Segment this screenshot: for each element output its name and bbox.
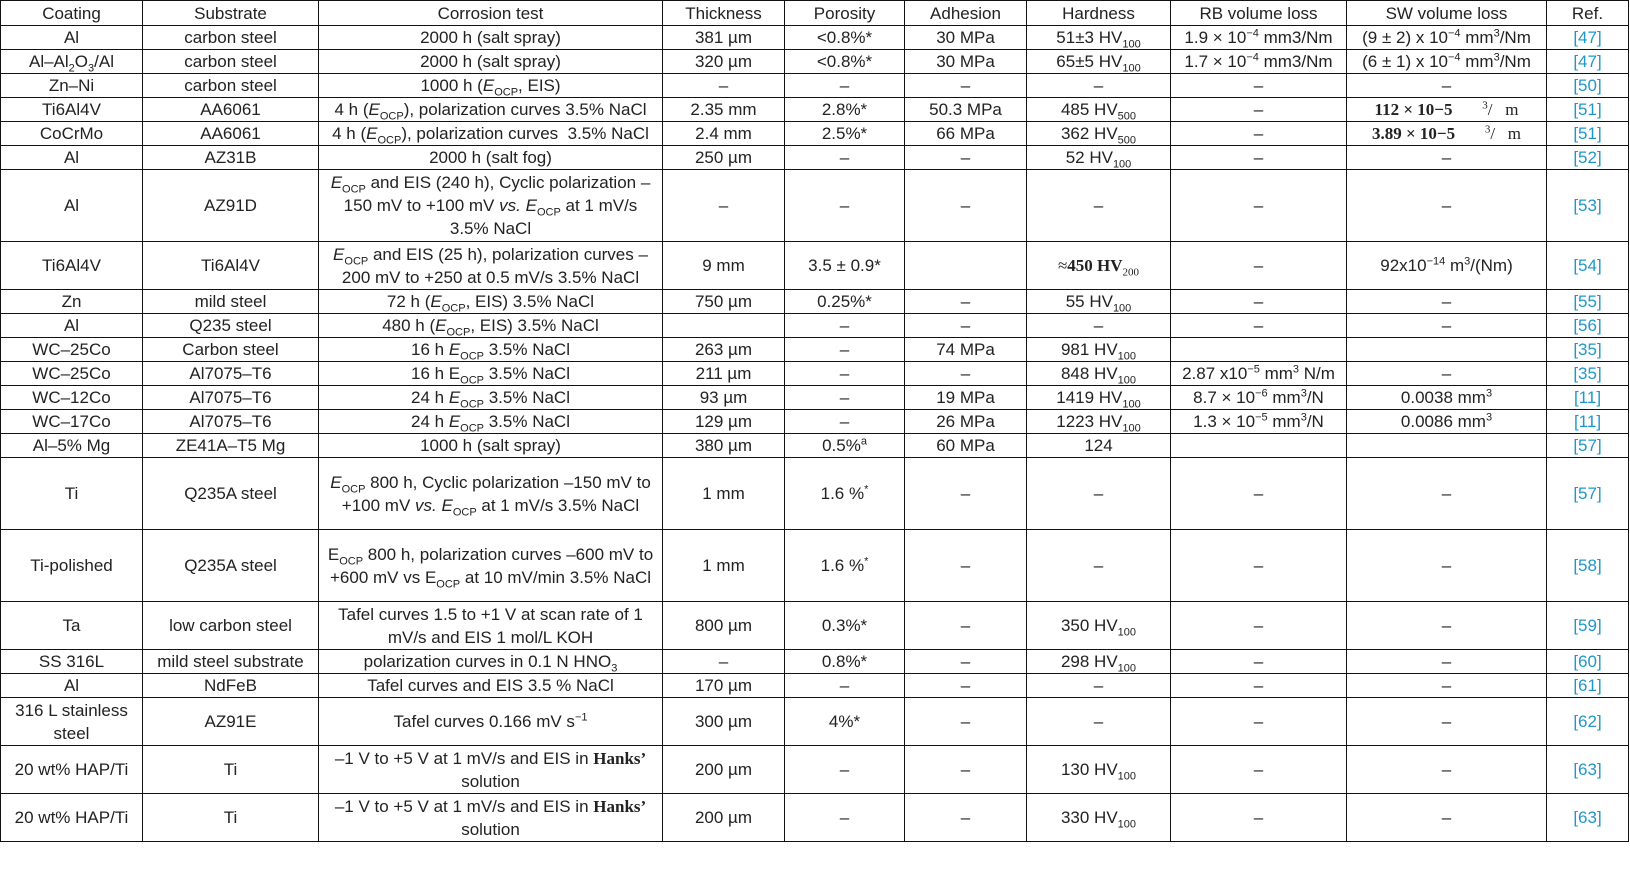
cell-sw-volume-loss: – xyxy=(1347,458,1547,530)
cell-corrosion-test: polarization curves in 0.1 N $HNO_3$ xyxy=(319,650,663,674)
reference-link[interactable]: [61] xyxy=(1573,676,1602,695)
cell-rb-volume-loss: – xyxy=(1171,242,1347,290)
cell-substrate: low carbon steel xyxy=(143,602,319,650)
cell-hardness: ≈450 $HV_{200}$ xyxy=(1027,242,1171,290)
cell-rb-volume-loss: – xyxy=(1171,122,1347,146)
table-row xyxy=(1,50,1629,74)
cell-adhesion: – xyxy=(905,314,1027,338)
cell-thickness: 263 µm xyxy=(663,338,785,362)
cell-coating: $Al-Al_2O_3/Al$ xyxy=(1,50,143,74)
table-row xyxy=(1,674,1629,698)
cell-thickness: 2.35 mm xyxy=(663,98,785,122)
reference-link[interactable]: [51] xyxy=(1573,124,1602,143)
cell-hardness: – xyxy=(1027,314,1171,338)
cell-hardness: 1419 $HV_{100}$ xyxy=(1027,386,1171,410)
cell-corrosion-test: $E_{OCP}$ 800 h, polarization curves –600 mV to +600 mV vs $E_{OCP}$ at 10 mV/min 3.5% NaCl xyxy=(319,530,663,602)
cell-coating: WC–12Co xyxy=(1,386,143,410)
cell-porosity: – xyxy=(785,74,905,98)
header-substrate: Substrate xyxy=(143,1,319,26)
table-row xyxy=(1,314,1629,338)
cell-substrate: carbon steel xyxy=(143,50,319,74)
cell-ref xyxy=(1547,290,1629,314)
header-adhesion: Adhesion xyxy=(905,1,1027,26)
cell-thickness: 9 mm xyxy=(663,242,785,290)
cell-rb-volume-loss: – xyxy=(1171,674,1347,698)
cell-substrate: Ti xyxy=(143,794,319,842)
table-row xyxy=(1,650,1629,674)
cell-hardness: 52 $HV_{100}$ xyxy=(1027,146,1171,170)
reference-link[interactable]: [53] xyxy=(1573,196,1602,215)
table-body xyxy=(1,26,1629,842)
cell-sw-volume-loss: $92x10^{-14}$ $m^3/(Nm)$ xyxy=(1347,242,1547,290)
cell-corrosion-test: 4 h $(E_{OCP})$, polarization curves 3.5% NaCl xyxy=(319,122,663,146)
cell-sw-volume-loss: – xyxy=(1347,698,1547,746)
cell-corrosion-test: $E_{OCP}$ 800 h, Cyclic polarization –150 mV to +100 mV vs. $E_{OCP}$ at 1 mV/s 3.5% NaCl xyxy=(319,458,663,530)
cell-coating: SS 316L xyxy=(1,650,143,674)
cell-rb-volume-loss: – xyxy=(1171,602,1347,650)
table-row xyxy=(1,170,1629,242)
cell-corrosion-test: Tafel curves 1.5 to +1 V at scan rate of 1 mV/s and EIS 1 mol/L KOH xyxy=(319,602,663,650)
cell-rb-volume-loss: – xyxy=(1171,650,1347,674)
cell-ref xyxy=(1547,146,1629,170)
cell-coating: WC–25Co xyxy=(1,338,143,362)
table-row xyxy=(1,458,1629,530)
cell-hardness: 848 $HV_{100}$ xyxy=(1027,362,1171,386)
cell-hardness: 298 $HV_{100}$ xyxy=(1027,650,1171,674)
cell-corrosion-test: 2000 h (salt spray) xyxy=(319,26,663,50)
cell-substrate: Ti6Al4V xyxy=(143,242,319,290)
cell-adhesion: 50.3 MPa xyxy=(905,98,1027,122)
cell-rb-volume-loss: – xyxy=(1171,746,1347,794)
cell-coating: Al xyxy=(1,314,143,338)
cell-hardness: 130 $HV_{100}$ xyxy=(1027,746,1171,794)
cell-coating: Ti6Al4V xyxy=(1,98,143,122)
table-row xyxy=(1,410,1629,434)
cell-sw-volume-loss: 112 × 10−5 $^3$/ m xyxy=(1347,98,1547,122)
cell-porosity: – xyxy=(785,674,905,698)
cell-sw-volume-loss: – xyxy=(1347,794,1547,842)
cell-adhesion: – xyxy=(905,746,1027,794)
cell-porosity: 1.6 %* xyxy=(785,530,905,602)
cell-hardness: – xyxy=(1027,170,1171,242)
cell-ref xyxy=(1547,314,1629,338)
cell-corrosion-test: 72 h ($E_{OCP}$, EIS) 3.5% NaCl xyxy=(319,290,663,314)
cell-hardness: 981 $HV_{100}$ xyxy=(1027,338,1171,362)
cell-ref xyxy=(1547,602,1629,650)
reference-link[interactable]: [63] xyxy=(1573,808,1602,827)
cell-corrosion-test: 1000 h (salt spray) xyxy=(319,434,663,458)
cell-sw-volume-loss: (6 ± 1) x $10^{-4}$ $mm^3/Nm$ xyxy=(1347,50,1547,74)
cell-substrate: mild steel xyxy=(143,290,319,314)
cell-substrate: AZ91D xyxy=(143,170,319,242)
table-row xyxy=(1,746,1629,794)
cell-coating: Al xyxy=(1,26,143,50)
cell-corrosion-test: 16 h $E_{OCP}$ 3.5% NaCl xyxy=(319,338,663,362)
cell-adhesion: – xyxy=(905,290,1027,314)
cell-substrate: carbon steel xyxy=(143,26,319,50)
cell-coating: CoCrMo xyxy=(1,122,143,146)
table-row xyxy=(1,338,1629,362)
cell-sw-volume-loss: – xyxy=(1347,650,1547,674)
cell-sw-volume-loss: 0.0038 $mm^3$ xyxy=(1347,386,1547,410)
cell-coating: 20 wt% HAP/Ti xyxy=(1,746,143,794)
cell-porosity: – xyxy=(785,146,905,170)
header-coating: Coating xyxy=(1,1,143,26)
cell-ref xyxy=(1547,338,1629,362)
header-ref: Ref. xyxy=(1547,1,1629,26)
cell-coating: Al–5% Mg xyxy=(1,434,143,458)
cell-substrate: Ti xyxy=(143,746,319,794)
table-row xyxy=(1,242,1629,290)
reference-link[interactable]: [60] xyxy=(1573,652,1602,671)
table-row xyxy=(1,362,1629,386)
cell-rb-volume-loss xyxy=(1171,434,1347,458)
cell-coating: Ti xyxy=(1,458,143,530)
reference-link[interactable]: [50] xyxy=(1573,76,1602,95)
cell-sw-volume-loss xyxy=(1347,434,1547,458)
cell-hardness: – xyxy=(1027,674,1171,698)
cell-ref xyxy=(1547,794,1629,842)
cell-ref xyxy=(1547,746,1629,794)
reference-link[interactable]: [59] xyxy=(1573,616,1602,635)
table-row xyxy=(1,122,1629,146)
cell-thickness: 320 µm xyxy=(663,50,785,74)
cell-hardness: – xyxy=(1027,530,1171,602)
cell-adhesion: – xyxy=(905,650,1027,674)
reference-link[interactable]: [63] xyxy=(1573,760,1602,779)
cell-porosity: – xyxy=(785,746,905,794)
cell-coating: 316 L stainless steel xyxy=(1,698,143,746)
cell-ref xyxy=(1547,386,1629,410)
cell-adhesion: – xyxy=(905,674,1027,698)
cell-ref xyxy=(1547,530,1629,602)
cell-corrosion-test: Tafel curves and EIS 3.5 % NaCl xyxy=(319,674,663,698)
cell-sw-volume-loss xyxy=(1347,338,1547,362)
cell-adhesion: – xyxy=(905,362,1027,386)
reference-link[interactable]: [11] xyxy=(1573,388,1602,407)
cell-substrate: carbon steel xyxy=(143,74,319,98)
cell-sw-volume-loss: (9 ± 2) x $10^{-4}$ $mm^3/Nm$ xyxy=(1347,26,1547,50)
cell-thickness: 381 µm xyxy=(663,26,785,50)
cell-corrosion-test: Tafel curves 0.166 mV $s^{-1}$ xyxy=(319,698,663,746)
cell-substrate: Al7075–T6 xyxy=(143,410,319,434)
table-row xyxy=(1,290,1629,314)
cell-thickness: – xyxy=(663,650,785,674)
table-row xyxy=(1,146,1629,170)
cell-rb-volume-loss: $1.3 \times 10^{-5}$ $mm^3/N$ xyxy=(1171,410,1347,434)
cell-sw-volume-loss: 0.0086 $mm^3$ xyxy=(1347,410,1547,434)
cell-sw-volume-loss: – xyxy=(1347,602,1547,650)
cell-thickness: 800 µm xyxy=(663,602,785,650)
cell-coating: Zn xyxy=(1,290,143,314)
cell-porosity: 1.6 %* xyxy=(785,458,905,530)
cell-corrosion-test: $E_{OCP}$ and EIS (240 h), Cyclic polarization –150 mV to +100 mV vs. $E_{OCP}$ at 1 mV/s 3.5% NaCl xyxy=(319,170,663,242)
cell-hardness: 124 xyxy=(1027,434,1171,458)
cell-thickness: 200 µm xyxy=(663,746,785,794)
cell-corrosion-test: 16 h $E_{OCP}$ 3.5% NaCl xyxy=(319,362,663,386)
cell-porosity: – xyxy=(785,362,905,386)
cell-ref xyxy=(1547,50,1629,74)
cell-rb-volume-loss: – xyxy=(1171,314,1347,338)
reference-link[interactable]: [57] xyxy=(1573,484,1602,503)
cell-substrate: AA6061 xyxy=(143,122,319,146)
cell-sw-volume-loss: – xyxy=(1347,146,1547,170)
cell-corrosion-test: –1 V to +5 V at 1 mV/s and EIS in Hanks’ solution xyxy=(319,794,663,842)
cell-rb-volume-loss: – xyxy=(1171,794,1347,842)
cell-sw-volume-loss: – xyxy=(1347,170,1547,242)
table-row xyxy=(1,698,1629,746)
cell-thickness: 211 µm xyxy=(663,362,785,386)
header-porosity: Porosity xyxy=(785,1,905,26)
cell-ref xyxy=(1547,170,1629,242)
cell-adhesion: 30 MPa xyxy=(905,26,1027,50)
cell-ref xyxy=(1547,98,1629,122)
cell-coating: WC–17Co xyxy=(1,410,143,434)
cell-ref xyxy=(1547,650,1629,674)
cell-rb-volume-loss: – xyxy=(1171,74,1347,98)
cell-substrate: Al7075–T6 xyxy=(143,362,319,386)
reference-link[interactable]: [47] xyxy=(1573,52,1602,71)
table-row xyxy=(1,794,1629,842)
reference-link[interactable]: [62] xyxy=(1573,712,1602,731)
cell-porosity: 0.3%* xyxy=(785,602,905,650)
cell-adhesion: 74 MPa xyxy=(905,338,1027,362)
reference-link[interactable]: [58] xyxy=(1573,556,1602,575)
reference-link[interactable]: [56] xyxy=(1573,316,1602,335)
cell-thickness: 2.4 mm xyxy=(663,122,785,146)
cell-adhesion: – xyxy=(905,146,1027,170)
cell-ref xyxy=(1547,362,1629,386)
cell-ref xyxy=(1547,74,1629,98)
cell-adhesion: – xyxy=(905,74,1027,98)
cell-thickness xyxy=(663,314,785,338)
cell-porosity: 0.25%* xyxy=(785,290,905,314)
cell-thickness: 300 µm xyxy=(663,698,785,746)
cell-rb-volume-loss: – xyxy=(1171,698,1347,746)
cell-rb-volume-loss: – xyxy=(1171,458,1347,530)
reference-link[interactable]: [54] xyxy=(1573,256,1602,275)
header-sw-volume-loss: SW volume loss xyxy=(1347,1,1547,26)
cell-rb-volume-loss: 2.87 $x10^{-5}$ $mm^3$ N/m xyxy=(1171,362,1347,386)
cell-coating: WC–25Co xyxy=(1,362,143,386)
cell-porosity: 2.8%* xyxy=(785,98,905,122)
reference-link[interactable]: [35] xyxy=(1573,340,1602,359)
cell-sw-volume-loss: – xyxy=(1347,74,1547,98)
cell-thickness: – xyxy=(663,170,785,242)
cell-sw-volume-loss: – xyxy=(1347,674,1547,698)
reference-link[interactable]: [35] xyxy=(1573,364,1602,383)
cell-ref xyxy=(1547,122,1629,146)
cell-sw-volume-loss: – xyxy=(1347,314,1547,338)
cell-corrosion-test: 24 h $E_{OCP}$ 3.5% NaCl xyxy=(319,410,663,434)
cell-coating: Al xyxy=(1,170,143,242)
cell-corrosion-test: 480 h ($E_{OCP}$, EIS) 3.5% NaCl xyxy=(319,314,663,338)
table-row xyxy=(1,386,1629,410)
cell-hardness: 51±3 $HV_{100}$ xyxy=(1027,26,1171,50)
cell-hardness: 330 $HV_{100}$ xyxy=(1027,794,1171,842)
cell-substrate: Q235 steel xyxy=(143,314,319,338)
cell-adhesion xyxy=(905,242,1027,290)
cell-sw-volume-loss: – xyxy=(1347,746,1547,794)
cell-adhesion: 66 MPa xyxy=(905,122,1027,146)
cell-adhesion: 19 MPa xyxy=(905,386,1027,410)
cell-thickness: 380 µm xyxy=(663,434,785,458)
cell-ref xyxy=(1547,434,1629,458)
cell-rb-volume-loss xyxy=(1171,338,1347,362)
cell-rb-volume-loss: $8.7 \times 10^{-6}$ $mm^3/N$ xyxy=(1171,386,1347,410)
cell-thickness: 170 µm xyxy=(663,674,785,698)
cell-adhesion: – xyxy=(905,458,1027,530)
cell-coating: Ti6Al4V xyxy=(1,242,143,290)
cell-corrosion-test: 1000 h ($E_{OCP}$, EIS) xyxy=(319,74,663,98)
cell-porosity: 2.5%* xyxy=(785,122,905,146)
cell-corrosion-test: $E_{OCP}$ and EIS (25 h), polarization curves –200 mV to +250 at 0.5 mV/s 3.5% NaCl xyxy=(319,242,663,290)
header-thickness: Thickness xyxy=(663,1,785,26)
cell-coating: Al xyxy=(1,146,143,170)
header-corrosion-test: Corrosion test xyxy=(319,1,663,26)
cell-corrosion-test: 24 h $E_{OCP}$ 3.5% NaCl xyxy=(319,386,663,410)
cell-rb-volume-loss: $1.7 \times 10^{-4}$ mm3/Nm xyxy=(1171,50,1347,74)
cell-adhesion: 60 MPa xyxy=(905,434,1027,458)
cell-adhesion: – xyxy=(905,170,1027,242)
cell-corrosion-test: –1 V to +5 V at 1 mV/s and EIS in Hanks’ solution xyxy=(319,746,663,794)
cell-thickness: – xyxy=(663,74,785,98)
cell-sw-volume-loss: – xyxy=(1347,290,1547,314)
cell-corrosion-test: 4 h $(E_{OCP})$, polarization curves 3.5% NaCl xyxy=(319,98,663,122)
cell-coating: Ti-polished xyxy=(1,530,143,602)
cell-ref xyxy=(1547,458,1629,530)
cell-ref xyxy=(1547,674,1629,698)
cell-ref xyxy=(1547,410,1629,434)
cell-porosity: – xyxy=(785,314,905,338)
cell-porosity: <0.8%* xyxy=(785,26,905,50)
cell-substrate: Al7075–T6 xyxy=(143,386,319,410)
cell-hardness: 1223 $HV_{100}$ xyxy=(1027,410,1171,434)
cell-thickness: 129 µm xyxy=(663,410,785,434)
cell-adhesion: 30 MPa xyxy=(905,50,1027,74)
cell-thickness: 750 µm xyxy=(663,290,785,314)
cell-porosity: – xyxy=(785,410,905,434)
cell-substrate: AA6061 xyxy=(143,98,319,122)
cell-porosity: – xyxy=(785,338,905,362)
cell-thickness: 250 µm xyxy=(663,146,785,170)
cell-adhesion: – xyxy=(905,698,1027,746)
cell-porosity: – xyxy=(785,794,905,842)
cell-thickness: 200 µm xyxy=(663,794,785,842)
cell-porosity: <0.8%* xyxy=(785,50,905,74)
cell-substrate: Q235A steel xyxy=(143,530,319,602)
table-row xyxy=(1,434,1629,458)
cell-porosity: 3.5 ± 0.9* xyxy=(785,242,905,290)
cell-porosity: – xyxy=(785,386,905,410)
cell-adhesion: – xyxy=(905,602,1027,650)
reference-link[interactable]: [55] xyxy=(1573,292,1602,311)
reference-link[interactable]: [51] xyxy=(1573,100,1602,119)
cell-coating: Ta xyxy=(1,602,143,650)
cell-thickness: 1 mm xyxy=(663,458,785,530)
cell-rb-volume-loss: $1.9 \times 10^{-4}$ mm3/Nm xyxy=(1171,26,1347,50)
cell-coating: Al xyxy=(1,674,143,698)
cell-porosity: 0.5%$^a$ xyxy=(785,434,905,458)
cell-rb-volume-loss: – xyxy=(1171,290,1347,314)
cell-sw-volume-loss: – xyxy=(1347,362,1547,386)
table-row xyxy=(1,98,1629,122)
cell-sw-volume-loss: 3.89 × 10−5 $^3$/ m xyxy=(1347,122,1547,146)
cell-sw-volume-loss: – xyxy=(1347,530,1547,602)
cell-substrate: AZ31B xyxy=(143,146,319,170)
reference-link[interactable]: [47] xyxy=(1573,28,1602,47)
header-hardness: Hardness xyxy=(1027,1,1171,26)
table-row xyxy=(1,74,1629,98)
cell-hardness: 485 $HV_{500}$ xyxy=(1027,98,1171,122)
cell-substrate: Q235A steel xyxy=(143,458,319,530)
cell-corrosion-test: 2000 h (salt spray) xyxy=(319,50,663,74)
header-rb-volume-loss: RB volume loss xyxy=(1171,1,1347,26)
cell-adhesion: 26 MPa xyxy=(905,410,1027,434)
cell-substrate: mild steel substrate xyxy=(143,650,319,674)
cell-hardness: – xyxy=(1027,74,1171,98)
table-row xyxy=(1,602,1629,650)
cell-adhesion: – xyxy=(905,794,1027,842)
cell-rb-volume-loss: – xyxy=(1171,170,1347,242)
cell-hardness: 65±5 $HV_{100}$ xyxy=(1027,50,1171,74)
cell-rb-volume-loss: – xyxy=(1171,146,1347,170)
cell-adhesion: – xyxy=(905,530,1027,602)
cell-rb-volume-loss: – xyxy=(1171,530,1347,602)
reference-link[interactable]: [52] xyxy=(1573,148,1602,167)
cell-thickness: 93 µm xyxy=(663,386,785,410)
cell-hardness: 362 $HV_{500}$ xyxy=(1027,122,1171,146)
reference-link[interactable]: [57] xyxy=(1573,436,1602,455)
cell-hardness: – xyxy=(1027,698,1171,746)
cell-hardness: – xyxy=(1027,458,1171,530)
reference-link[interactable]: [11] xyxy=(1573,412,1602,431)
cell-coating: Zn–Ni xyxy=(1,74,143,98)
cell-rb-volume-loss: – xyxy=(1171,98,1347,122)
table-row xyxy=(1,530,1629,602)
cell-ref xyxy=(1547,698,1629,746)
cell-thickness: 1 mm xyxy=(663,530,785,602)
cell-porosity: 0.8%* xyxy=(785,650,905,674)
table-header-row xyxy=(1,1,1629,26)
cell-hardness: 55 $HV_{100}$ xyxy=(1027,290,1171,314)
cell-ref xyxy=(1547,26,1629,50)
cell-hardness: 350 $HV_{100}$ xyxy=(1027,602,1171,650)
cell-substrate: NdFeB xyxy=(143,674,319,698)
cell-coating: 20 wt% HAP/Ti xyxy=(1,794,143,842)
cell-substrate: AZ91E xyxy=(143,698,319,746)
cell-porosity: – xyxy=(785,170,905,242)
cell-substrate: Carbon steel xyxy=(143,338,319,362)
table-row xyxy=(1,26,1629,50)
cell-porosity: 4%* xyxy=(785,698,905,746)
cell-substrate: ZE41A–T5 Mg xyxy=(143,434,319,458)
cell-corrosion-test: 2000 h (salt fog) xyxy=(319,146,663,170)
cell-ref xyxy=(1547,242,1629,290)
